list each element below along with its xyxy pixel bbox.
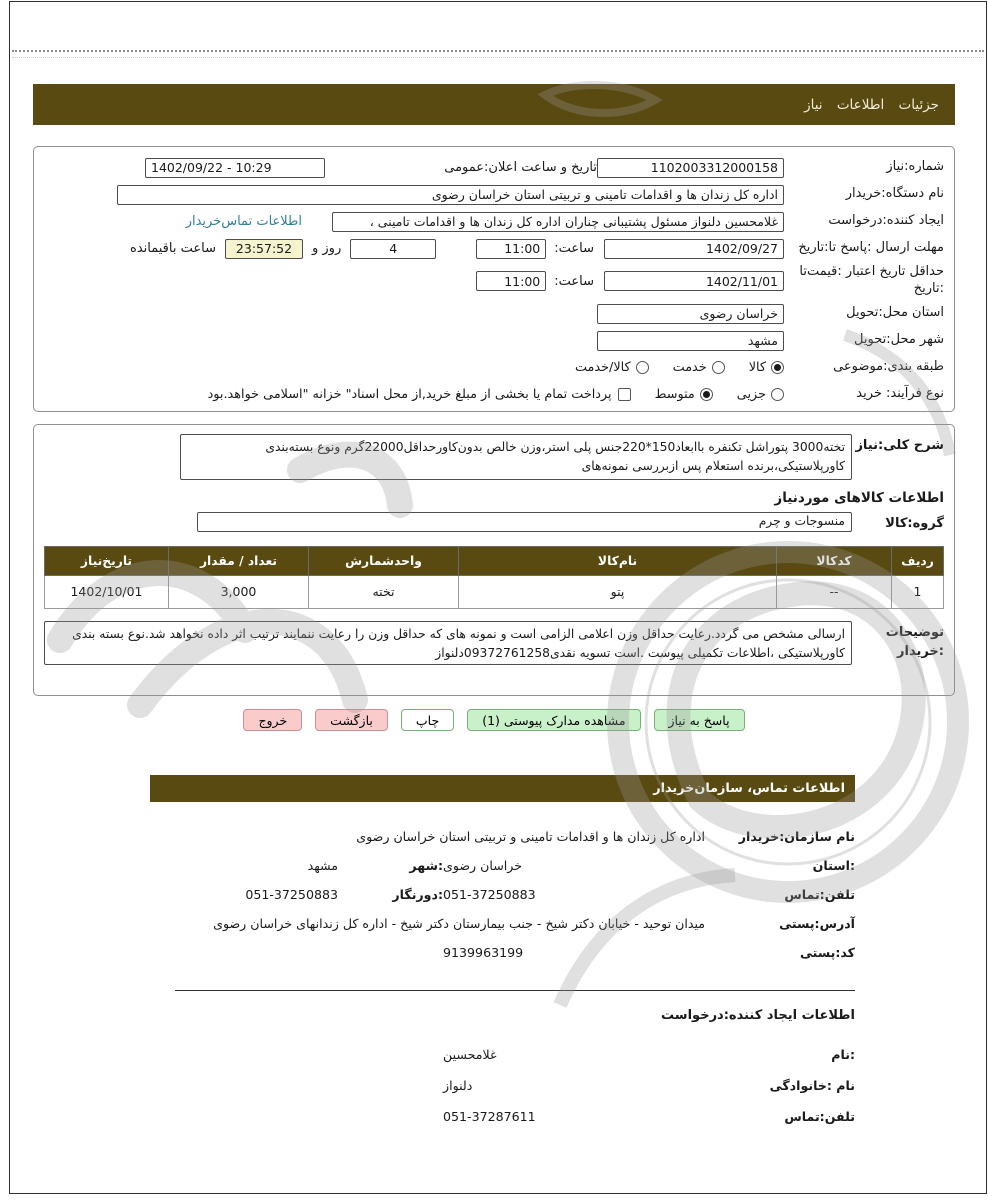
goods-table-header-row [45,546,944,575]
cell-quantity: 3,000 [169,575,309,608]
delivery-city-label: شهر محل:تحویل [854,332,944,348]
contact-postal-row [150,938,855,967]
buyer-notes-label-line1: توضیحات [885,624,944,640]
remaining-days-label: روز و [311,241,342,256]
reply-to-need-button[interactable]: پاسخ به نیاز [654,709,745,731]
buyer-notes-label-line2: :خریدار [897,644,944,659]
response-deadline-label: مهلت ارسال :پاسخ تا:تاریخ [798,240,944,256]
creator-name-row [150,1039,855,1070]
purchase-process-label: نوع فرآیند: خرید [856,386,944,402]
radio-goods-control[interactable] [771,361,784,374]
cell-item-name: پتو [459,575,777,608]
goods-group-label: گروه:کالا [885,516,944,531]
creator-phone-row [150,1101,855,1132]
page-title: جزئیات اطلاعات نیاز [804,96,939,113]
delivery-province-label: استان محل:تحویل [846,305,944,321]
radio-goods-label: کالا [748,360,766,375]
need-info-card [33,146,955,412]
remaining-days-field: 4 [350,239,436,259]
contact-province-label: :استان [812,858,855,873]
creator-family-value: دلنواز [443,1078,473,1093]
remaining-countdown-field: 23:57:52 [225,239,303,259]
need-description-row [44,434,944,480]
col-need-date: تاریخ‌نیاز [45,546,169,575]
announce-datetime-field: 1402/09/22 - 10:29 [145,158,325,178]
print-button[interactable]: چاپ [401,709,454,731]
cell-unit: تخته [309,575,459,608]
back-button[interactable]: بازگشت [315,709,388,731]
response-deadline-row [44,235,944,262]
contact-phone-value: 051-37250883 [443,887,536,902]
goods-table-header [45,546,944,575]
contact-phone-fax-row [150,880,855,909]
contact-address-row [150,909,855,938]
contact-postal-label: کد:پستی [799,945,855,960]
need-number-field: 1102003312000158 [597,158,784,178]
contact-address-label: آدرس:پستی [779,916,855,931]
request-creator-row [44,208,944,235]
treasury-checkbox-label: پرداخت تمام یا بخشی از مبلغ خرید,از محل اسناد" خزانه "اسلامی خواهد.بود [207,387,612,402]
delivery-province-field: خراسان رضوی [597,304,784,324]
contact-fax-label: :دورنگار [392,887,443,902]
creator-name-label: :نام [831,1047,855,1062]
contact-phone-label: تلفن:تماس [784,887,855,902]
treasury-checkbox-item[interactable] [208,387,631,402]
price-validity-label-line1: حداقل تاریخ اعتبار :قیمت‌تا [799,264,944,280]
col-item-code: کدکالا [777,546,892,575]
buyer-contact-link[interactable]: اطلاعات تماس‌خریدار [185,214,302,229]
radio-option-service[interactable] [673,360,725,375]
col-unit: واحدشمارش [309,546,459,575]
request-creator-label: ایجاد کننده:درخواست [828,213,944,229]
subject-classification-row [44,354,944,381]
required-goods-heading: اطلاعات کالاهای موردنیاز [774,490,944,506]
contact-city-label: :شهر [409,858,443,873]
buyer-contact-section-title: اطلاعات تماس، سازمان‌خریدار [653,781,845,796]
radio-service-label: خدمت [672,360,707,375]
validity-date-field: 1402/11/01 [604,271,784,291]
cell-need-date: 1402/10/01 [45,575,169,608]
purchase-process-row [44,381,944,408]
need-number-label: شماره:نیاز [886,159,944,175]
deadline-date-field: 1402/09/27 [604,239,784,259]
radio-option-minor[interactable] [737,387,784,402]
goods-group-row [44,512,944,534]
price-validity-row [44,262,944,300]
need-number-row [44,154,944,181]
buyer-org-field: اداره کل زندان ها و اقدامات تامینی و تربیتی استان خراسان رضوی [117,185,784,205]
col-row-number: ردیف [892,546,944,575]
section-divider [175,990,855,991]
buyer-notes-field: ارسالی مشخص می گردد.رعایت حداقل وزن اعلامی الزامی است و نمونه های که حداقل وزن را رعایت ننمایند ترتیب اثر داده نخواهد شد.نوع بسته بندی کاورپلاستیکی ،اطلاعات تکمیلی پیوست .است تسویه نقدی09372761258دلنواز [44,621,852,665]
request-creator-section [150,1008,855,1132]
exit-button[interactable]: خروج [243,709,302,731]
cell-row-number: 1 [892,575,944,608]
goods-group-field: منسوجات و چرم [197,512,852,532]
announce-datetime-label: تاریخ و ساعت اعلان:عمومی [444,160,597,175]
view-attachments-button[interactable]: مشاهده مدارک پیوستی (1) [467,709,640,731]
radio-option-goods-service[interactable] [575,360,649,375]
radio-option-goods[interactable] [749,360,784,375]
buyer-contact-details [150,822,855,967]
buyer-notes-label [852,621,944,662]
top-dotted-separator [12,50,984,52]
price-validity-label-line2: :تاریخ [913,281,944,296]
creator-phone-label: تلفن:تماس [784,1109,855,1124]
price-validity-label [784,264,944,298]
radio-minor-control[interactable] [771,388,784,401]
contact-org-value: اداره کل زندان ها و اقدامات تامینی و تربیتی استان خراسان رضوی [356,829,705,844]
radio-medium-control[interactable] [700,388,713,401]
need-description-field: تخته3000 پتوراشل تکنفره باابعاد150*220جنس پلی استر،وزن خالص بدون‌کاورحداقل22000گرم ونوع بسته‌بندی کاورپلاستیکی،برنده استعلام پس ازبررسی نمونه‌های [180,434,852,480]
contact-city-value: مشهد [307,858,338,873]
creator-family-row [150,1070,855,1101]
delivery-city-field: مشهد [597,331,784,351]
validity-hour-label: ساعت: [554,273,594,289]
goods-table [44,546,944,609]
contact-org-label: نام سازمان:خریدار [738,829,855,844]
page-header-bar [33,84,955,125]
action-buttons [33,709,955,731]
col-item-name: نام‌کالا [459,546,777,575]
request-creator-heading: اطلاعات ایجاد کننده:درخواست [661,1008,855,1023]
contact-fax-value: 051-37250883 [245,887,338,902]
validity-time-field: 11:00 [476,271,546,291]
contact-org-row [150,822,855,851]
radio-service-control[interactable] [712,361,725,374]
need-detail-card [33,424,955,696]
radio-option-medium[interactable] [655,387,713,402]
delivery-city-row [44,327,944,354]
request-creator-field: غلامحسین دلنواز مسئول پشتیبانی چناران اداره کل زندان ها و اقدامات تامینی ، [332,212,784,232]
buyer-org-label: نام دستگاه:خریدار [845,186,944,202]
radio-goods-service-control[interactable] [636,361,649,374]
subject-classification-label: طبقه بندی:موضوعی [833,359,944,375]
contact-postal-value: 9139963199 [443,945,524,960]
creator-phone-value: 051-37287611 [443,1109,536,1124]
contact-province-city-row [150,851,855,880]
creator-name-value: غلامحسین [443,1047,497,1062]
radio-goods-service-label: کالا/خدمت [574,360,631,375]
buyer-notes-row [44,621,944,665]
treasury-checkbox-control[interactable] [618,388,631,401]
radio-minor-label: جزیی [736,387,766,402]
need-description-label: شرح کلی:نیاز [855,438,944,453]
creator-family-label: نام :خانوادگی [769,1078,855,1093]
remaining-hours-label: ساعت باقیمانده [130,241,216,256]
buyer-org-row [44,181,944,208]
contact-province-value: خراسان رضوی [443,858,523,873]
radio-medium-label: متوسط [654,387,695,402]
deadline-time-field: 11:00 [476,239,546,259]
cell-item-code: -- [777,575,892,608]
top-dotted-separator-2 [12,57,984,58]
delivery-province-row [44,300,944,327]
col-quantity: تعداد / مقدار [169,546,309,575]
table-row [45,575,944,608]
contact-address-value: میدان توحید - خیابان دکتر شیخ - جنب بیمارستان دکتر شیخ - اداره کل زندانهای خراسان رضوی [213,916,705,931]
deadline-hour-label: ساعت: [554,241,594,256]
buyer-contact-section-bar [150,775,855,802]
